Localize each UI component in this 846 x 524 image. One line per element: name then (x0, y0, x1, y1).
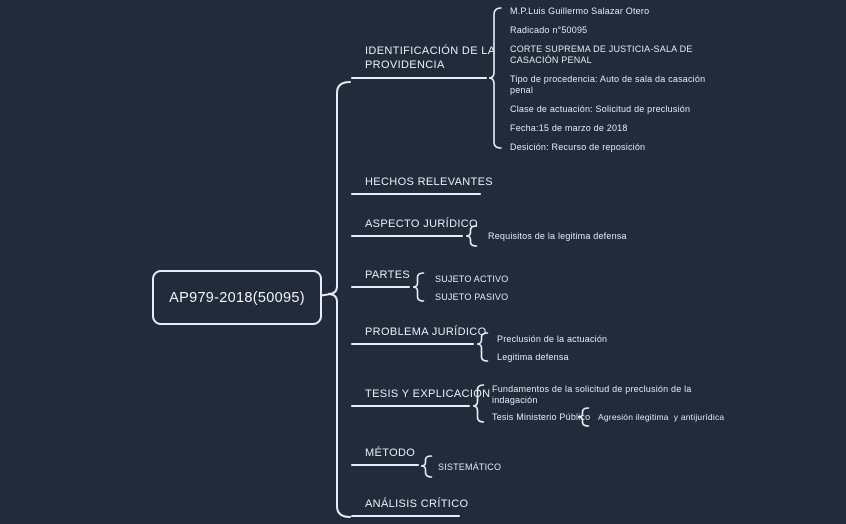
subtopic-tesis-ministerio-publico[interactable]: Tesis Ministerio Público (492, 412, 591, 422)
subtopic-legitima-defensa[interactable]: Legitima defensa (497, 352, 569, 362)
subtopic-sujeto-activo[interactable]: SUJETO ACTIVO (435, 274, 509, 284)
identificacion-children-group (510, 6, 716, 153)
main-brace (328, 82, 350, 517)
root-connector-line (321, 295, 328, 296)
root-topic-label: AP979-2018(50095) (169, 289, 305, 306)
subtopic-magistrado[interactable]: M.P.Luis Guillermo Salazar Otero (510, 6, 650, 16)
subtopic-desicion[interactable]: Desición: Recurso de reposición (510, 142, 646, 152)
subtopic-radicado[interactable]: Radicado n°50095 (510, 25, 588, 35)
branch-aspecto-juridico[interactable]: ASPECTO JURÍDICO (365, 218, 478, 230)
branch-identificacion[interactable]: IDENTIFICACIÓN DE LA PROVIDENCIA (365, 45, 495, 71)
subtopic-agresion-ilegitima[interactable]: Agresión ilegitima y antijurídica (598, 412, 725, 422)
branch-problema-juridico[interactable]: PROBLEMA JURÍDICO (365, 326, 487, 338)
branch-metodo[interactable]: MÉTODO (365, 447, 416, 459)
subtopic-corte[interactable]: CORTE SUPREMA DE JUSTICIA-SALA DE CASACIÓN PENAL (510, 44, 693, 65)
branch-partes[interactable]: PARTES (365, 269, 411, 281)
branch-tesis-explicacion[interactable]: TESIS Y EXPLICACIÓN (365, 388, 491, 400)
subtopic-clase-actuacion[interactable]: Clase de actuación: Solicitud de preclusión (510, 104, 691, 114)
subtopic-fecha[interactable]: Fecha:15 de marzo de 2018 (510, 123, 628, 133)
subtopic-fundamentos-solicitud[interactable]: Fundamentos de la solicitud de preclusión de la indagación (492, 384, 692, 405)
root-topic[interactable] (152, 270, 322, 325)
subtopic-sujeto-pasivo[interactable]: SUJETO PASIVO (435, 292, 509, 302)
brace-identificacion-children (489, 8, 501, 148)
subtopic-requisitos-legitima-defensa[interactable]: Requisitos de la legitima defensa (488, 231, 627, 241)
subtopic-sistematico[interactable]: SISTEMÁTICO (438, 462, 502, 472)
subtopic-preclusion-actuacion[interactable]: Preclusión de la actuación (497, 334, 608, 344)
brace-partes-children (413, 273, 424, 301)
brace-metodo-children (421, 456, 432, 477)
branch-hechos-relevantes[interactable]: HECHOS RELEVANTES (365, 176, 493, 188)
branch-analisis-critico[interactable]: ANÁLISIS CRÍTICO (365, 498, 469, 510)
subtopic-tipo-procedencia[interactable]: Tipo de procedencia: Auto de sala da casación penal (510, 74, 706, 95)
